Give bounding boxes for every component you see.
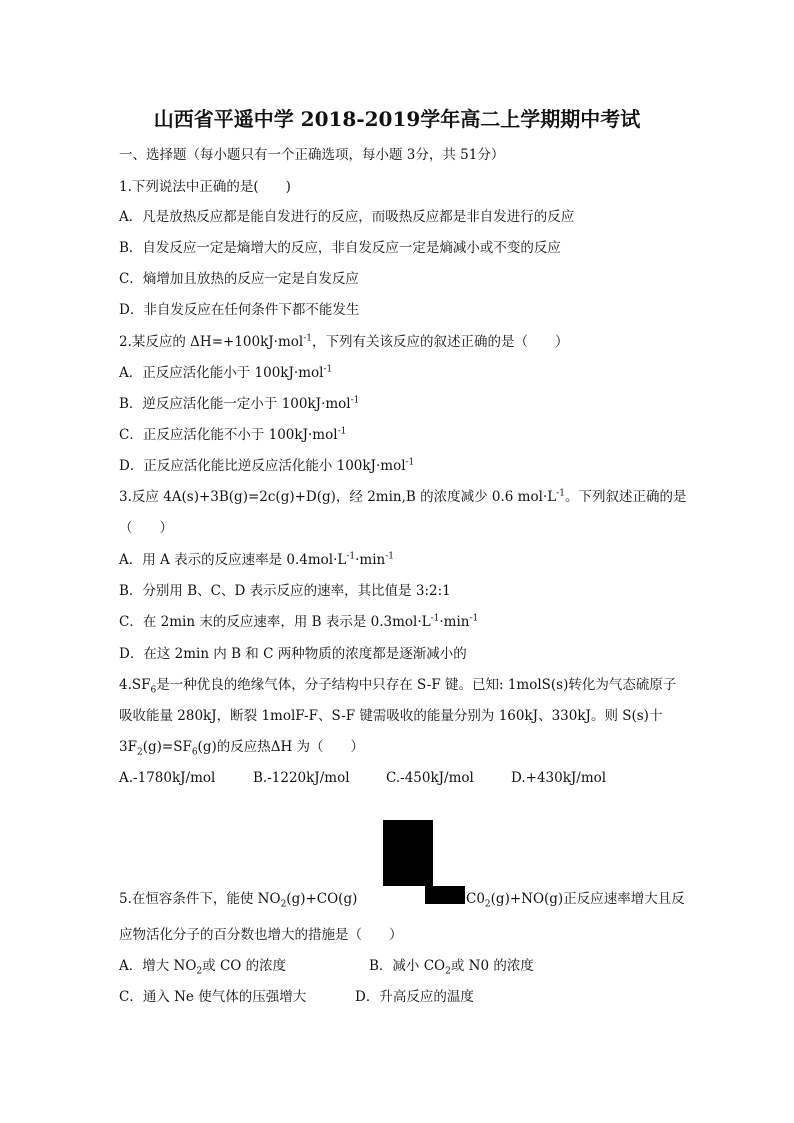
q5-option-b: B．减小 $CO_2$或 N0 的浓度 <box>369 958 534 977</box>
q4-option-c: C.-450kJ/mol <box>386 770 474 786</box>
q3-option-b: B．分别用 B、C、D 表示反应的速率，其比值是 3:2:1 <box>119 583 451 599</box>
q1-option-d: D．非自发反应在任何条件下都不能发生 <box>119 302 360 318</box>
equilibrium-arrow-image-top <box>383 820 433 886</box>
q5-stem-line1-left: 5.在恒容条件下，能使 $NO_2(g)+CO(g)$ <box>119 891 358 910</box>
q2-option-b: B．逆反应活化能一定小于 100kJ·mol$^{-1}$ <box>119 395 360 412</box>
section-heading: 一、选择题（每小题只有一个正确选项，每小题 3分，共 51分） <box>119 147 505 163</box>
q4-stem-line1: $4.SF_6$是一种优良的绝缘气体，分子结构中只存在 S-F 键。已知: 1molS(s)转化为气态硫原子 <box>119 677 677 696</box>
q4-option-b: B.-1220kJ/mol <box>253 770 350 786</box>
q2-stem: 2.某反应的 ΔH=+100kJ·mol$^{-1}$，下列有关该反应的叙述正确的是（ ） <box>119 333 569 350</box>
q3-stem: 3.反应 4A(s)+3B(g)=2c(g)+D(g)，经 2min,B 的浓度减少 0.6 $mol\cdot L^{-1}$。下列叙述正确的是 <box>119 488 687 505</box>
page-title: 山西省平遥中学 2018-2019学年高二上学期期中考试 <box>153 107 641 131</box>
q1-option-c: C．熵增加且放热的反应一定是自发反应 <box>119 271 359 287</box>
q5-option-c: C．通入 Ne 使气体的压强增大 <box>119 989 307 1005</box>
q5-option-d: D．升高反应的温度 <box>355 989 474 1005</box>
q1-option-b: B．自发反应一定是熵增大的反应，非自发反应一定是熵减小或不变的反应 <box>119 240 561 256</box>
q5-stem-line2: 应物活化分子的百分数也增大的措施是（ ） <box>119 927 403 943</box>
q2-option-c: C．正反应活化能不小于 100kJ·mol$^{-1}$ <box>119 426 347 443</box>
q4-stem-line3: $3F_2(g)=SF_6(g)$的反应热ΔH 为（ ） <box>119 739 365 758</box>
q5-stem-line1-right: $C0_2(g)+NO(g)$正反应速率增大且反 <box>466 891 685 910</box>
equilibrium-arrow-image-bottom <box>425 886 465 904</box>
q5-option-a: A．增大 $NO_2$或 CO 的浓度 <box>119 958 287 977</box>
q3-option-a: A．用 A 表示的反应速率是 $0.4mol\cdot L^{-1}\cdot\min^{-1}$ <box>119 551 395 568</box>
q2-option-a: A．正反应活化能小于 100kJ·mol$^{-1}$ <box>119 364 333 381</box>
q4-stem-line2: 吸收能量 280kJ，断裂 1molF-F、S-F 键需吸收的能量分别为 160kJ、330kJ。则 S(s)十 <box>119 708 663 724</box>
q1-option-a: A．凡是放热反应都是能自发进行的反应，而吸热反应都是非自发进行的反应 <box>119 209 575 225</box>
q3-option-c: C．在 2min 末的反应速率，用 B 表示是 $0.3mol\cdot L^{-1}\cdot\min^{-1}$ <box>119 613 479 630</box>
q3-stem-line2: （ ） <box>119 520 173 536</box>
q4-option-a: A.-1780kJ/mol <box>119 770 216 786</box>
q2-option-d: D．正反应活化能比逆反应活化能小 100kJ·mol$^{-1}$ <box>119 457 415 474</box>
q1-stem: 1.下列说法中正确的是( ) <box>119 179 291 195</box>
q3-option-d: D．在这 2min 内 B 和 C 两种物质的浓度都是逐渐减小的 <box>119 646 467 662</box>
q4-option-d: D.+430kJ/mol <box>511 770 607 786</box>
